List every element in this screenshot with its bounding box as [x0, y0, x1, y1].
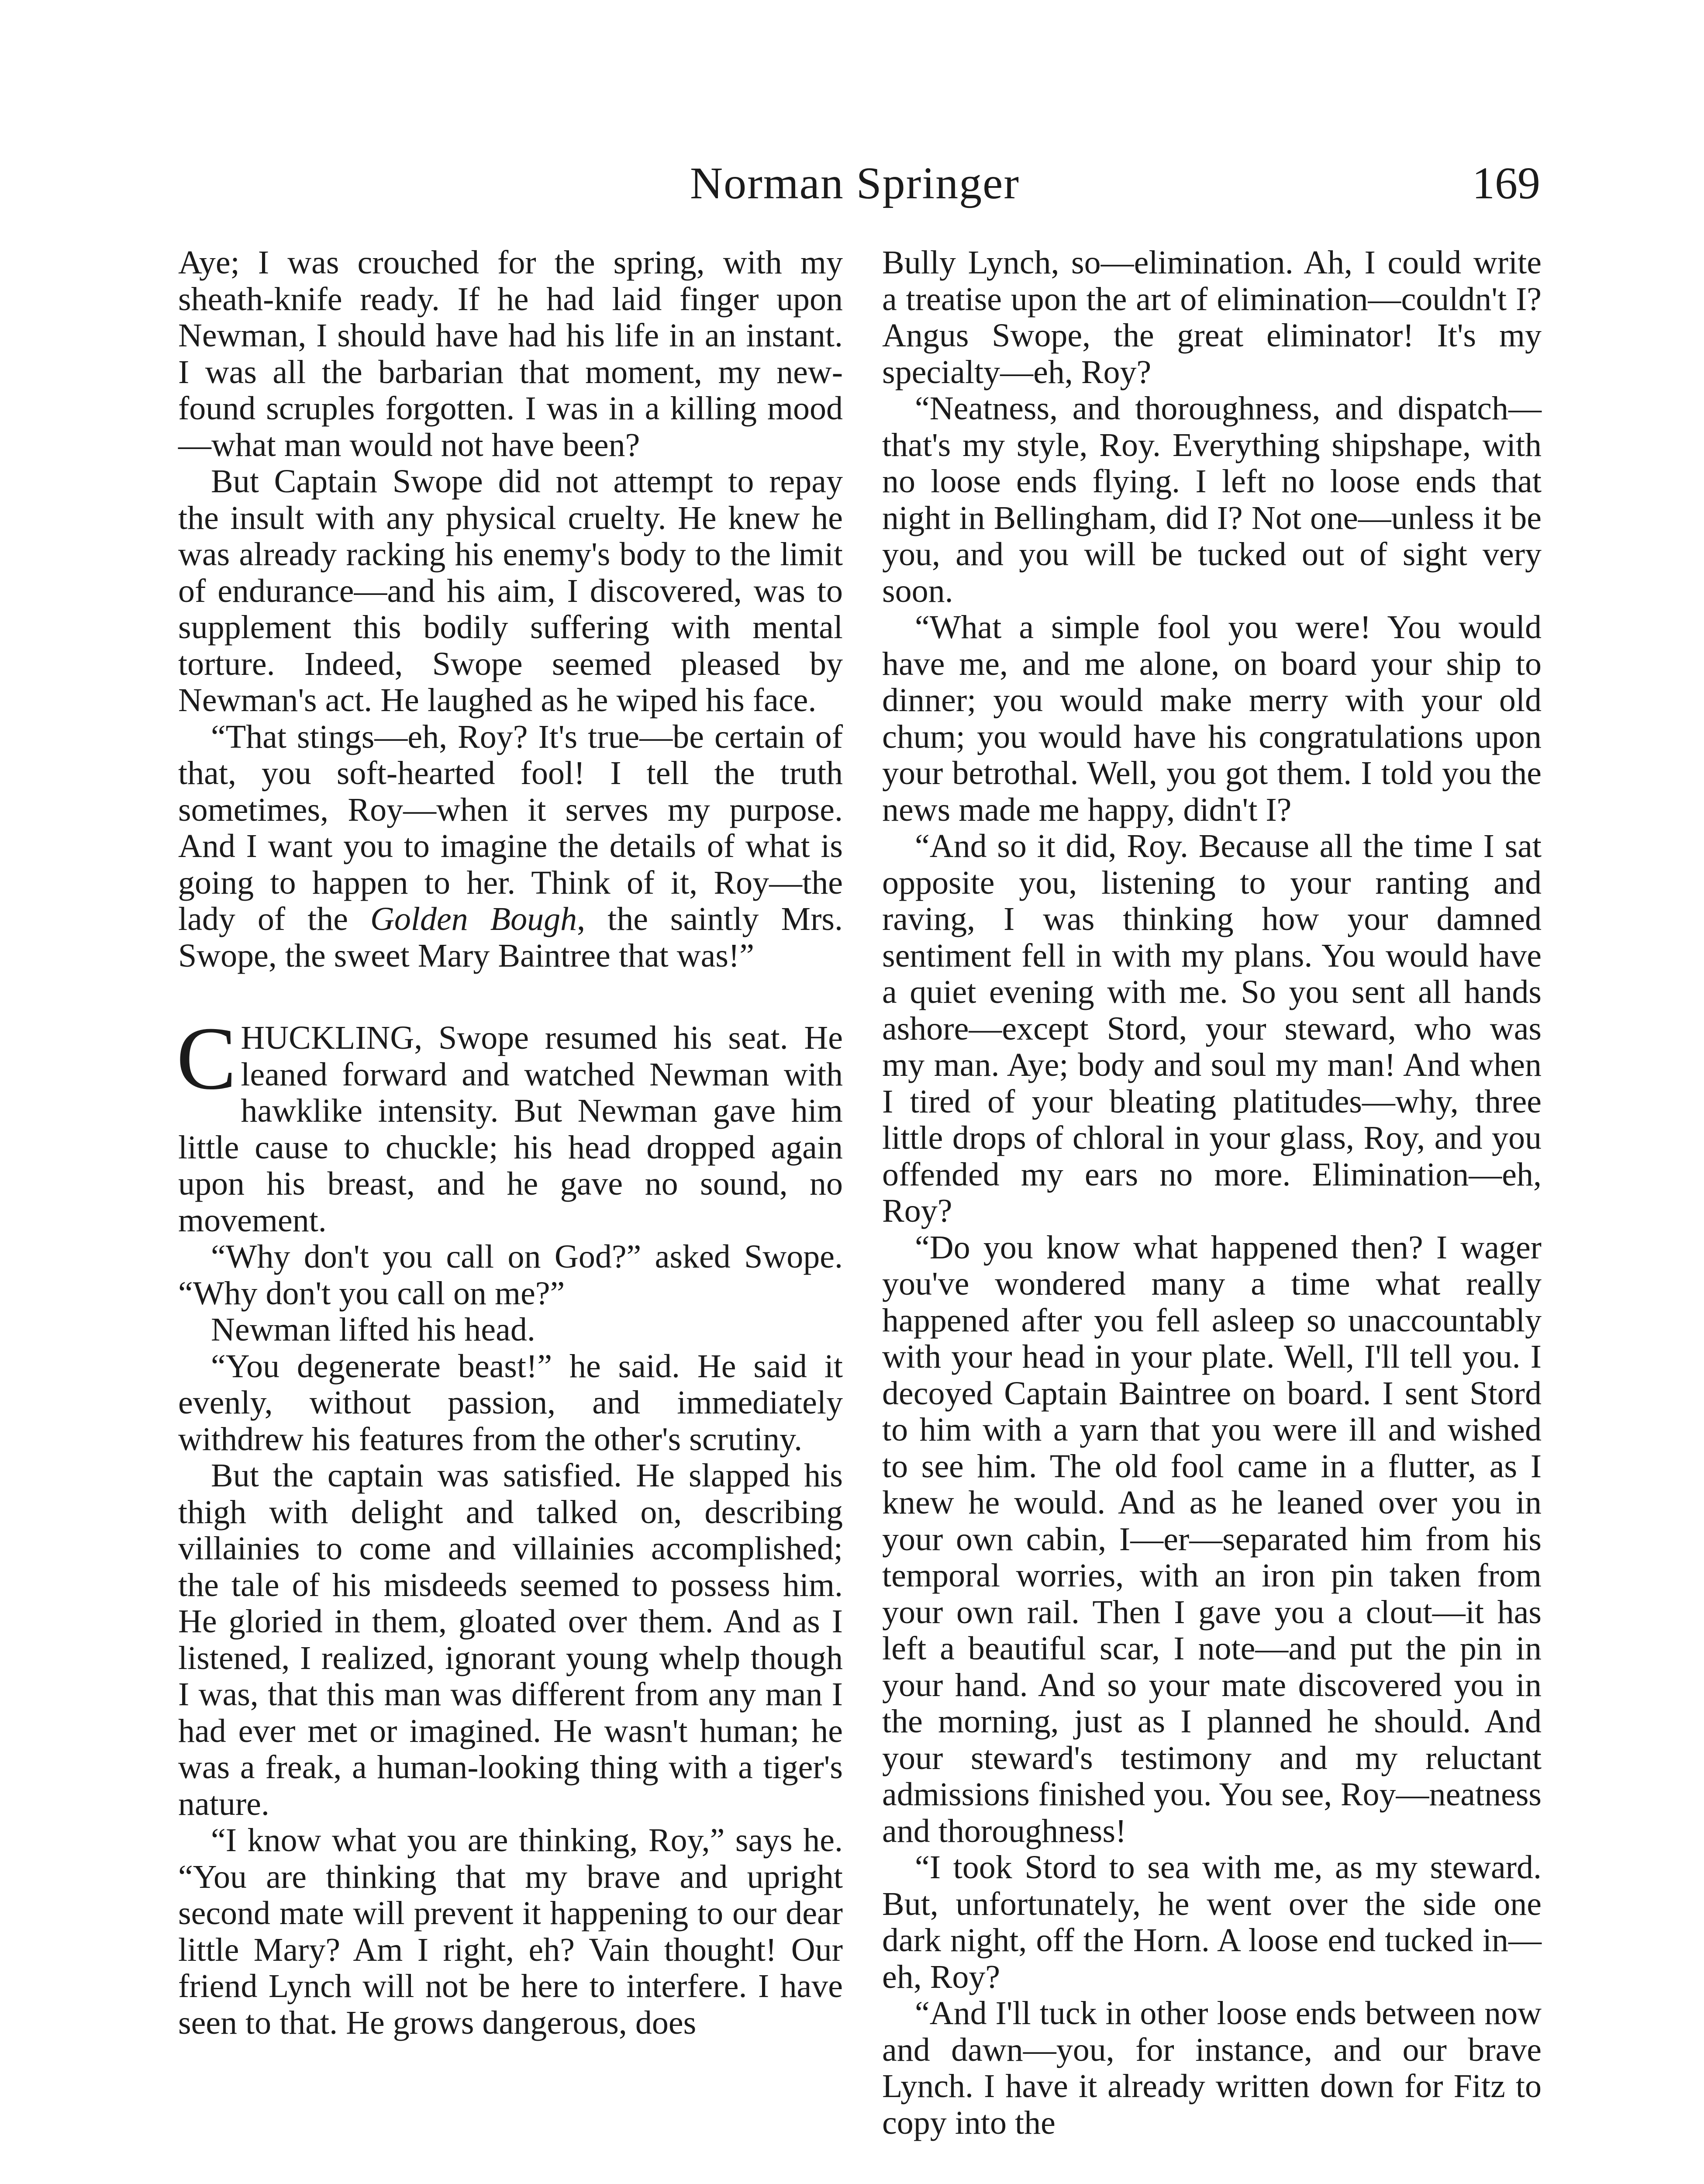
paragraph: “And so it did, Roy. Because all the time I sat opposite you, listening to your ranting and raving, I was thinking how your damned sentiment fell in with my plans. You would have a quiet evening with me. So you sent all hands ashore—except Stord, your steward, who was my man. Aye; body and soul my man! And when I tired of your bleating platitudes—why, three little drops of chloral in your glass, Roy, and you offended my ears no more. Elimination—eh, Roy? — [882, 828, 1542, 1229]
paragraph: Newman lifted his head. — [211, 1311, 535, 1348]
right-column — [882, 245, 1542, 2141]
paragraph: Aye; I was crouched for the spring, with my sheath-knife ready. If he had laid finger upon Newman, I should have had his life in an instant. I was all the barbarian that moment, my new-found scruples forgotten. I was in a killing mood—what man would not have been? — [178, 244, 843, 463]
text-run: “That stings—eh, Roy? It's true—be certain of that, you soft-hearted fool! I tell the truth sometimes, Roy—when it serves my purpose. And I want you to imagine the details of what is going to happen to her. Think of it, Roy—the lady of the — [178, 718, 843, 937]
paragraph: “I took Stord to sea with me, as my steward. But, unfortunately, he went over the side one dark night, off the Horn. A loose end tucked in—eh, Roy? — [882, 1849, 1542, 1995]
paragraph: “Why don't you call on God?” asked Swope. “Why don't you call on me?” — [178, 1238, 843, 1312]
paragraph: But the captain was satisfied. He slapped his thigh with delight and talked on, describing villainies to come and villainies accomplished; the tale of his misdeeds seemed to possess him. He gloried in them, gloated over them. And as I listened, I realized, ignorant young whelp though I was, that this man was different from any man I had ever met or imagined. He wasn't human; he was a freak, a human-looking thing with a tiger's nature. — [178, 1457, 843, 1822]
running-title: Norman Springer — [690, 158, 1020, 208]
paragraph: “What a simple fool you were! You would have me, and me alone, on board your ship to dinner; you would make merry with your old chum; you would have his congratulations upon your betrothal. Well, you got them. I told you the news made me happy, didn't I? — [882, 609, 1542, 828]
paragraph — [178, 719, 843, 975]
left-column — [178, 245, 843, 2041]
section-opening-paragraph — [176, 1008, 843, 1239]
text-run: , the saintly Mrs. Swope, the sweet Mary Baintree that was!” — [178, 901, 843, 974]
page-number: 169 — [1472, 158, 1540, 208]
paragraph: “And I'll tuck in other loose ends between now and dawn—you, for instance, and our brave Lynch. I have it already written down for Fitz to copy into the — [882, 1995, 1542, 2141]
paragraph: “I know what you are thinking, Roy,” says he. “You are thinking that my brave and upright second mate will prevent it happening to our dear little Mary? Am I right, eh? Vain thought! Our friend Lynch will not be here to interfere. I have seen to that. He grows dangerous, does — [178, 1822, 843, 2041]
ship-name-italic: Golden Bough — [370, 901, 577, 937]
paragraph: “Do you know what happened then? I wager you've wondered many a time what really happened after you fell asleep so unaccountably with your head in your plate. Well, I'll tell you. I decoyed Captain Baintree on board. I sent Stord to him with a yarn that you were ill and wished to see him. The old fool came in a flutter, as I knew he would. And as he leaned over you in your own cabin, I—er—separated him from his temporal worries, with an iron pin taken from your own rail. Then I gave you a clout—it has left a beautiful scar, I note—and put the pin in your hand. And so your mate discovered you in the morning, just as I planned he should. And your steward's testimony and my reluctant admissions finished you. You see, Roy—neatness and thoroughness! — [882, 1229, 1542, 1849]
drop-cap: C — [176, 1008, 237, 1108]
paragraph: But Captain Swope did not attempt to repay the insult with any physical cruelty. He knew he was already racking his enemy's body to the limit of endurance—and his aim, I discovered, was to supplement this bodily suffering with mental torture. Indeed, Swope seemed pleased by Newman's act. He laughed as he wiped his face. — [178, 463, 843, 719]
paragraph: Bully Lynch, so—elimination. Ah, I could write a treatise upon the art of elimination—couldn't I? Angus Swope, the great eliminator! It's my specialty—eh, Roy? — [882, 244, 1542, 390]
text-run: HUCKLING, Swope resumed his seat. He leaned forward and watched Newman with hawklike intensity. But Newman gave him little cause to chuckle; his head dropped again upon his breast, and he gave no sound, no movement. — [178, 1019, 843, 1239]
running-head — [0, 157, 1704, 218]
paragraph: “Neatness, and thoroughness, and dispatch—that's my style, Roy. Everything shipshape, with no loose ends flying. I left no loose ends that night in Bellingham, did I? Not one—unless it be you, and you will be tucked out of sight very soon. — [882, 390, 1542, 609]
paragraph: “You degenerate beast!” he said. He said it evenly, without passion, and immediately withdrew his features from the other's scrutiny. — [178, 1348, 843, 1458]
